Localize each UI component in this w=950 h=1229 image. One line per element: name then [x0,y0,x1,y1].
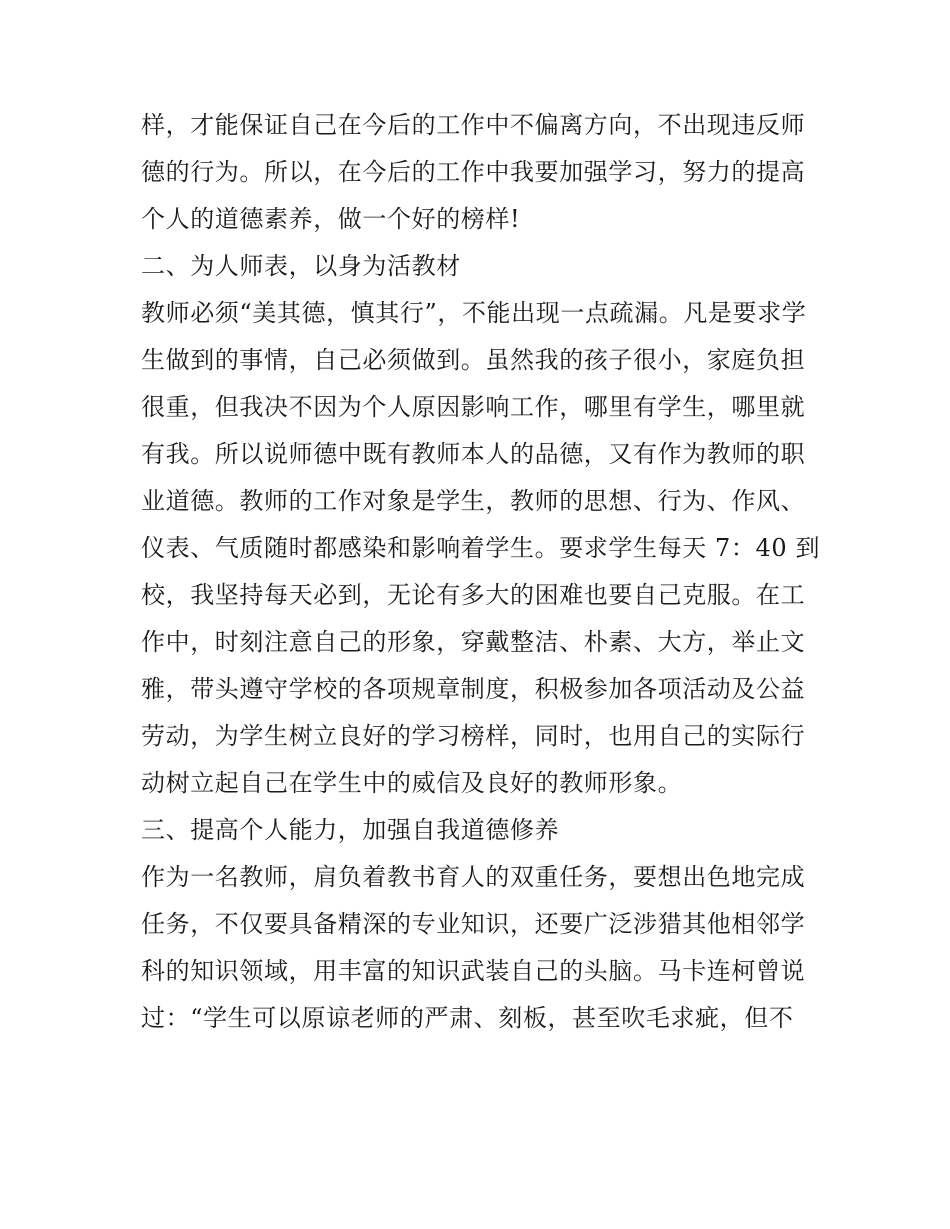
paragraph-line: 仪表、气质随时都感染和影响着学生。要求学生每天 7：40 到 [141,534,821,562]
paragraph-line: 业道德。教师的工作对象是学生，教师的思想、行为、作风、 [141,487,806,515]
paragraph-line: 过：“学生可以原谅老师的严肃、刻板，甚至吹毛求疵，但不 [141,1004,794,1032]
paragraph-line: 动树立起自己在学生中的威信及良好的教师形象。 [141,769,683,797]
paragraph-line: 教师必须“美其德，慎其行”，不能出现一点疏漏。凡是要求学 [141,299,807,327]
paragraph-line: 作为一名教师，肩负着教书育人的双重任务，要想出色地完成 [141,863,806,891]
paragraph-line: 校，我坚持每天必到，无论有多大的困难也要自己克服。在工 [141,581,806,609]
paragraph-line: 个人的道德素养，做一个好的榜样! [141,205,521,233]
paragraph-line: 德的行为。所以，在今后的工作中我要加强学习，努力的提高 [141,158,806,186]
paragraph-line: 劳动，为学生树立良好的学习榜样，同时，也用自己的实际行 [141,722,806,750]
section-heading: 二、为人师表，以身为活教材 [141,252,461,280]
paragraph-line: 很重，但我决不因为个人原因影响工作，哪里有学生，哪里就 [141,393,806,421]
paragraph-line: 有我。所以说师德中既有教师本人的品德，又有作为教师的职 [141,440,806,468]
paragraph-line: 任务，不仅要具备精深的专业知识，还要广泛涉猎其他相邻学 [141,910,806,938]
paragraph-line: 科的知识领域，用丰富的知识武装自己的头脑。马卡连柯曾说 [141,957,806,985]
section-heading: 三、提高个人能力，加强自我道德修养 [141,816,560,844]
document-body [141,102,821,1042]
paragraph-line: 样，才能保证自己在今后的工作中不偏离方向，不出现违反师 [141,111,806,139]
paragraph-line: 生做到的事情，自己必须做到。虽然我的孩子很小，家庭负担 [141,346,806,374]
paragraph-line: 作中，时刻注意自己的形象，穿戴整洁、朴素、大方，举止文 [141,628,806,656]
paragraph-line: 雅，带头遵守学校的各项规章制度，积极参加各项活动及公益 [141,675,806,703]
